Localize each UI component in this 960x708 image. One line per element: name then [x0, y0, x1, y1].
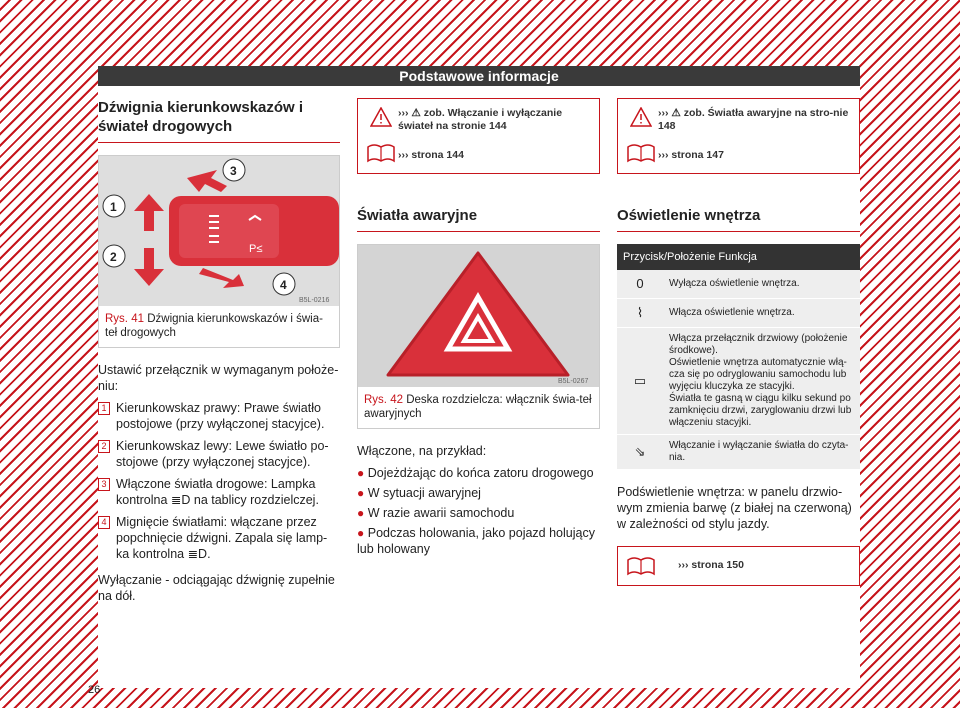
lamp-on-icon: ⌇ — [617, 299, 663, 328]
callout-4: 4 — [280, 278, 287, 292]
position-list — [98, 400, 340, 562]
lamp-off-icon: 0 — [617, 270, 663, 299]
item-number: 1 — [98, 402, 110, 415]
interior-paragraph: Podświetlenie wnętrza: w panelu drzwio-wym zmienia barwę (z białej na czerwoną) w zależności od stylu jazdy. — [617, 485, 852, 531]
page-ref[interactable]: ››› strona 144 — [398, 149, 464, 161]
table-cell: Włącza przełącznik drzwiowy (położenie środkowe). Oświetlenie wnętrza automatycznie włą-cza się po odryglowaniu samochodu lub wyjęciu kluczyka ze stacyjki. Światła te gasną w ciągu kilku sekund po zamknięciu drzwi, zaryglowaniu drzwi lub włączeniu stacyjki. — [663, 328, 860, 435]
switch-marking: P≤ — [249, 243, 263, 255]
hazard-svg — [358, 245, 599, 387]
table-row — [617, 328, 860, 435]
list-item — [98, 514, 340, 562]
intro-text: Ustawić przełącznik w wymaganym położe-niu: — [98, 363, 339, 393]
list-item: ● W sytuacji awaryjnej — [357, 486, 481, 500]
function-table — [617, 244, 860, 470]
warning-ref[interactable]: ››› ⚠ zob. Światła awaryjne na stro-nie 148 — [658, 107, 849, 132]
list-item: ● Dojeżdżając do końca zatoru drogowego — [357, 466, 594, 480]
table-cell: Włącza oświetlenie wnętrza. — [663, 299, 860, 328]
bullet-list — [357, 465, 600, 557]
table-row — [617, 299, 860, 328]
figure-code: B5L-0267 — [558, 378, 589, 385]
figure-caption — [358, 387, 599, 428]
figure-label: Rys. 42 — [364, 394, 403, 406]
book-icon — [626, 141, 656, 165]
column-1 — [98, 98, 340, 604]
figure-42 — [357, 244, 600, 429]
table-row — [617, 270, 860, 299]
figure-41 — [98, 155, 340, 348]
item-text: Dojeżdżając do końca zatoru drogowego — [367, 466, 594, 480]
item-text: Włączone światła drogowe: Lampka kontrolna ≣D na tablicy rozdzielczej. — [116, 477, 319, 507]
page-number: 26 — [88, 684, 101, 696]
page-header: Podstawowe informacje — [98, 66, 860, 86]
list-item: ● Podczas holowania, jako pojazd holujący lub holowany — [357, 526, 595, 556]
page-ref[interactable]: ››› strona 150 — [678, 559, 744, 571]
table-row — [617, 435, 860, 470]
table-cell: Wyłącza oświetlenie wnętrza. — [663, 270, 860, 299]
table-header: Przycisk/Położenie Funkcja — [617, 244, 860, 270]
callout-2: 2 — [110, 250, 117, 264]
list-item — [98, 438, 340, 470]
item-number: 2 — [98, 440, 110, 453]
figure-code: B5L-0216 — [299, 297, 330, 304]
callout-3: 3 — [230, 164, 237, 178]
figure-caption — [99, 306, 339, 347]
list-item — [98, 400, 340, 432]
book-icon — [626, 554, 656, 578]
column-2 — [357, 98, 600, 561]
item-text: W razie awarii samochodu — [367, 506, 515, 520]
figure-caption-text: Dźwignia kierunkowskazów i świa-teł drogowych — [105, 313, 323, 339]
item-number: 3 — [98, 478, 110, 491]
section-heading-turn-signal: Dźwignia kierunkowskazów i świateł drogowych — [98, 98, 340, 143]
item-text: Mignięcie światłami: włączane przez popchnięcie dźwigni. Zapala się lamp-ka kontrolna ≣D. — [116, 515, 328, 561]
warning-box — [617, 98, 860, 174]
door-switch-icon: ▭ — [617, 328, 663, 435]
table-cell: Włączanie i wyłączanie światła do czyta-nia. — [663, 435, 860, 470]
column-3 — [617, 98, 860, 586]
list-item: ● W razie awarii samochodu — [357, 506, 515, 520]
figure-label: Rys. 41 — [105, 313, 144, 325]
reference-box — [617, 546, 860, 586]
figure-caption-text: Deska rozdzielcza: włącznik świa-teł awaryjnych — [364, 394, 592, 420]
hazard-illustration — [358, 245, 599, 387]
warning-ref[interactable]: ››› ⚠ zob. Włączanie i wyłączanie świateł na stronie 144 — [398, 107, 563, 132]
page-ref[interactable]: ››› strona 147 — [658, 149, 724, 161]
callout-1: 1 — [110, 200, 117, 214]
warning-triangle-icon — [370, 107, 392, 127]
warning-triangle-icon — [630, 107, 652, 127]
item-number: 4 — [98, 516, 110, 529]
outro-text: Wyłączanie - odciągając dźwignię zupełnie na dół. — [98, 573, 335, 603]
list-item — [98, 476, 340, 508]
item-text: Podczas holowania, jako pojazd holujący lub holowany — [357, 526, 595, 556]
section-heading-interior: Oświetlenie wnętrza — [617, 206, 860, 232]
warning-box — [357, 98, 600, 174]
section-heading-hazard: Światła awaryjne — [357, 206, 600, 232]
intro-text: Włączone, na przykład: — [357, 444, 487, 458]
reading-light-icon: ⇘ — [617, 435, 663, 470]
lever-illustration — [99, 156, 339, 306]
item-text: Kierunkowskaz prawy: Prawe światło postojowe (przy wyłączonej stacyjce). — [116, 401, 325, 431]
book-icon — [366, 141, 396, 165]
manual-page — [88, 66, 860, 696]
lever-svg — [99, 156, 339, 306]
item-text: W sytuacji awaryjnej — [367, 486, 481, 500]
item-text: Kierunkowskaz lewy: Lewe światło po-stojowe (przy wyłączonej stacyjce). — [116, 439, 329, 469]
